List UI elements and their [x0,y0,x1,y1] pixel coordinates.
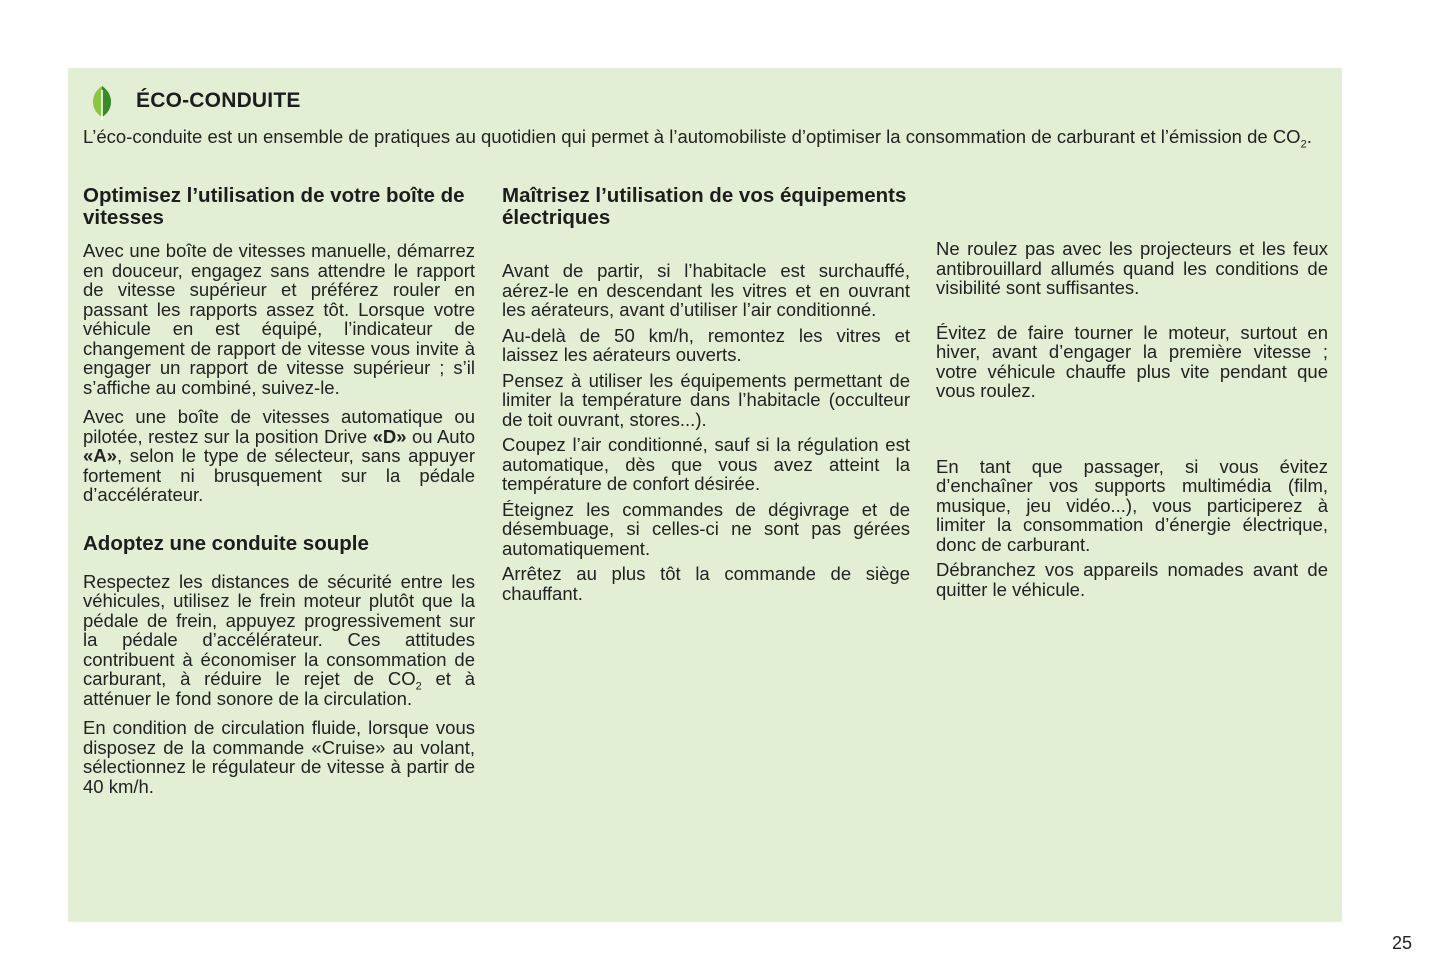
column-gearbox [83,185,475,796]
text: ou Auto [406,425,475,447]
paragraph-engine-idle: Évitez de faire tourner le moteur, surtout en hiver, avant d’engager la première vitesse ; votre véhicule chauffe plus vite pendant que vous roulez. [936,321,1328,401]
intro-paragraph [83,126,1328,151]
paragraph-defrost: Éteignez les commandes de dégivrage et de désembuage, si celles-ci ne sont pas gérées automatiquement. [502,498,910,559]
leaf-icon [88,84,116,120]
paragraph-equipment: Pensez à utiliser les équipements permettant de limiter la température dans l’habitacle (occulteur de toit ouvrant, stores...). [502,369,910,430]
text: et à atténuer le fond sonore de la circulation. [83,668,476,709]
column-electrical [502,185,910,603]
paragraph-cruise: En condition de circulation fluide, lorsque vous disposez de la commande «Cruise» au volant, sélectionnez le régulateur de vitesse à partir de 40 km/h. [83,717,475,797]
drive-label: «D» [372,425,407,447]
intro-text: L’éco-conduite est un ensemble de pratiques au quotidien qui permet à l’automobiliste d’optimiser la consommation de carburant et l’émission de CO [83,126,1301,147]
column-electrical-continued [936,239,1328,599]
paragraph-air-conditioning: Coupez l’air conditionné, sauf si la régulation est automatique, dès que vous avez atteint la température de confort désirée. [502,434,910,494]
paragraph-manual: Avec une boîte de vitesses manuelle, démarrez en douceur, engagez sans attendre le rapport de vitesse supérieur et préférez rouler en passant les rapports assez tôt. Lorsque votre véhicule en est équipé, l’indicateur de changement de rapport de vitesse vous invite à engager un rapport de vitesse supérieur ; s’il s’affiche au combiné, suivez-le. [83,240,475,398]
paragraph-windows: Au-delà de 50 km/h, remontez les vitres et laissez les aérateurs ouverts. [502,324,910,365]
paragraph-multimedia: En tant que passager, si vous évitez d’enchaîner vos supports multimédia (film, musique, jeu vidéo...), vous participerez à limiter la consommation d’énergie électrique, donc de carburant. [936,455,1328,555]
paragraph-before-departure: Avant de partir, si l’habitacle est surchauffé, aérez-le en descendant les vitres et en ouvrant les aérateurs, avant d’utiliser l’air conditionné. [502,260,910,320]
paragraph-heated-seat: Arrêtez au plus tôt la commande de siège chauffant. [502,563,910,604]
intro-end: . [1306,126,1312,147]
paragraph-safety-distance [83,572,475,709]
auto-label: «A» [83,445,117,466]
page-number: 25 [1392,933,1413,953]
intro-subscript: 2 [1300,138,1307,151]
heading-electrical: Maîtrisez l’utilisation de vos équipements électriques [502,184,907,229]
heading-smooth-driving: Adoptez une conduite souple [83,531,369,555]
paragraph-automatic [83,407,475,505]
paragraph-nomad-devices: Débranchez vos appareils nomades avant de quitter le véhicule. [936,559,1328,600]
co2-subscript: 2 [415,680,422,693]
text: Avec une boîte de vitesses automatique ou pilotée, restez sur la position Drive [83,406,475,447]
paragraph-headlights: Ne roulez pas avec les projecteurs et les feux antibrouillard allumés quand les conditions de visibilité sont suffisantes. [936,238,1328,298]
page-title: ÉCO-CONDUITE [136,89,301,112]
text: , selon le type de sélecteur, sans appuyer fortement ni brusquement sur la pédale d’accélérateur. [83,445,475,505]
text: Respectez les distances de sécurité entre les véhicules, utilisez le frein moteur plutôt que la pédale de frein, appuyez progressivement sur la pédale d’accélérateur. Ces attitudes contribuent à économiser la consommation de carburant, à réduire le rejet de CO [83,570,475,689]
heading-gearbox: Optimisez l’utilisation de votre boîte de vitesses [83,184,465,229]
